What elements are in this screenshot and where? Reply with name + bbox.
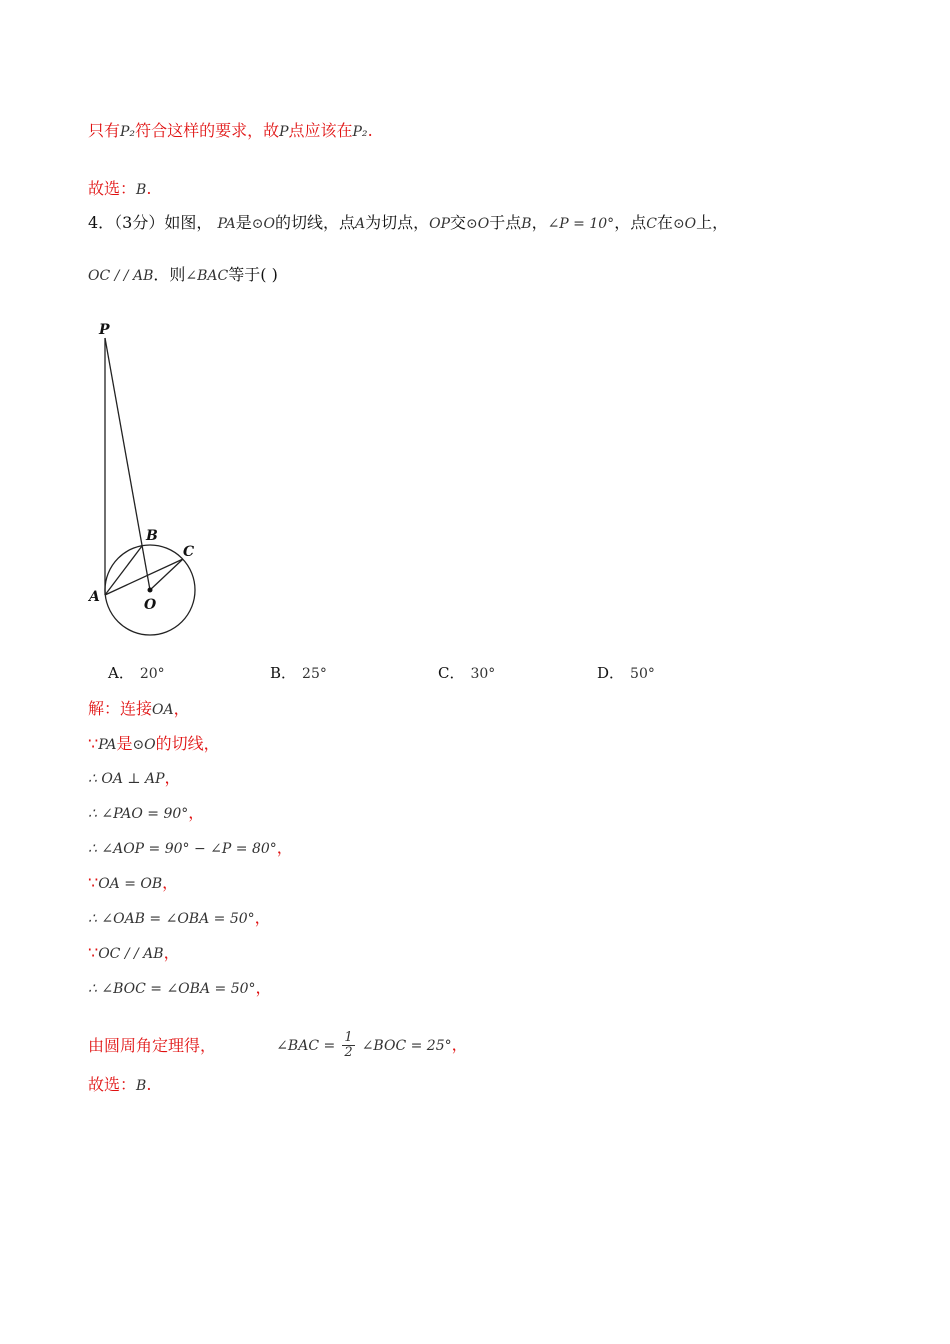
math-p2: P₂	[352, 124, 368, 140]
answer-value: B	[136, 182, 147, 198]
text: .	[367, 121, 373, 140]
solution-step-4	[88, 837, 293, 860]
solution-step-5	[88, 872, 178, 895]
text: 是	[116, 734, 133, 753]
option-value: 30°	[470, 666, 496, 682]
text: 在	[656, 213, 673, 232]
solution-step-3	[88, 802, 204, 825]
option-value: 50°	[630, 666, 655, 682]
math-expression: ∴ ∠AOP = 90° − ∠P = 80°	[88, 841, 277, 857]
math-p: P	[279, 124, 289, 140]
math-lhs: ∠BAC =	[276, 1038, 336, 1054]
solution-label: 解：连接	[88, 699, 153, 718]
text: 为切点，	[365, 213, 430, 232]
text: ，	[164, 768, 181, 787]
math-condition: OC / / AB	[88, 268, 154, 284]
math-b: B	[521, 216, 532, 232]
text: ．则	[153, 265, 186, 284]
text: 交	[450, 213, 467, 232]
text: ，	[254, 908, 271, 927]
option-value: 20°	[139, 666, 165, 682]
option-letter: C．	[438, 664, 465, 682]
text: .	[146, 179, 152, 198]
text: 上，	[696, 213, 729, 232]
segment-oc	[150, 559, 183, 590]
math-circle-o: ⊙O	[251, 216, 275, 232]
math-expression: ∴ ∠BOC = ∠OBA = 50°	[88, 981, 256, 997]
text: 等于	[228, 265, 261, 284]
solution-step-8	[88, 977, 272, 1000]
math-expression: OA = OB	[98, 876, 163, 892]
math-a: A	[354, 216, 366, 232]
prev-solution-line	[88, 120, 373, 143]
text: 的切线，	[155, 734, 220, 753]
text: 点应该在	[288, 121, 353, 140]
math-expression: ∴ OA ⊥ AP	[88, 771, 165, 787]
segment-ac	[105, 559, 183, 595]
fraction-one-half	[342, 1031, 354, 1060]
fraction-numerator: 1	[344, 1030, 353, 1045]
option-d	[597, 662, 655, 683]
math-rhs: ∠BOC = 25°	[361, 1038, 452, 1054]
answer-label: 故选：	[88, 1075, 137, 1094]
text: ，	[451, 1035, 468, 1054]
question-number: 4．（3分）如图，	[88, 213, 213, 232]
text: ，点	[614, 213, 647, 232]
math-c: C	[646, 216, 657, 232]
math-pa: PA	[98, 737, 117, 753]
text: 的切线，点	[274, 213, 355, 232]
text: ，	[531, 213, 548, 232]
label-b: B	[146, 528, 158, 544]
math-op: OP	[429, 216, 451, 232]
label-o: O	[144, 597, 157, 613]
option-letter: D．	[597, 664, 625, 682]
solution-step-9	[88, 1030, 468, 1061]
answer-blank: ( )	[260, 265, 278, 284]
question-line-1	[88, 212, 728, 235]
math-expression: ∴ ∠OAB = ∠OBA = 50°	[88, 911, 255, 927]
text: 只有	[88, 121, 121, 140]
option-value: 25°	[302, 666, 327, 682]
text: 符合这样的要求，故	[135, 121, 280, 140]
label-a: A	[89, 589, 100, 605]
math-circle-o: ⊙O	[466, 216, 490, 232]
theorem-text: 由圆周角定理得，	[88, 1036, 217, 1055]
text: ，	[255, 978, 272, 997]
option-a	[108, 662, 165, 683]
answer-label: 故选：	[88, 179, 137, 198]
solution-answer	[88, 1074, 151, 1097]
math-circle-o: ⊙O	[132, 737, 156, 753]
solution-intro	[88, 698, 190, 721]
solution-step-1	[88, 733, 220, 756]
segment-po	[105, 338, 150, 590]
text: 是	[235, 213, 252, 232]
text: 于点	[489, 213, 522, 232]
option-b	[270, 662, 327, 683]
because-symbol: ∵	[88, 943, 99, 962]
solution-step-6	[88, 907, 271, 930]
math-expression: ∴ ∠PAO = 90°	[88, 806, 189, 822]
math-p2: P₂	[120, 124, 136, 140]
point-o	[148, 588, 153, 593]
math-angle-p: ∠P = 10°	[547, 216, 615, 232]
solution-step-7	[88, 942, 180, 965]
question-line-2	[88, 264, 278, 287]
solution-step-2	[88, 767, 181, 790]
text: ，	[163, 943, 180, 962]
fraction-denominator: 2	[344, 1045, 353, 1060]
text: ，	[173, 699, 190, 718]
text: ，	[188, 803, 205, 822]
option-letter: A．	[108, 664, 134, 682]
because-symbol: ∵	[88, 873, 99, 892]
math-expression: OC / / AB	[98, 946, 164, 962]
because-symbol: ∵	[88, 734, 99, 753]
text: ，	[276, 838, 293, 857]
label-c: C	[183, 544, 195, 560]
text: ，	[162, 873, 179, 892]
math-pa: PA	[217, 216, 236, 232]
text: .	[146, 1075, 152, 1094]
label-p: P	[99, 322, 110, 338]
geometry-figure	[80, 318, 210, 643]
option-letter: B．	[270, 664, 297, 682]
math-oa: OA	[152, 702, 174, 718]
math-circle-o: ⊙O	[672, 216, 697, 232]
math-angle-bac: ∠BAC	[185, 268, 229, 284]
option-c	[438, 662, 495, 683]
answer-value: B	[136, 1078, 147, 1094]
prev-answer-line	[88, 178, 151, 201]
